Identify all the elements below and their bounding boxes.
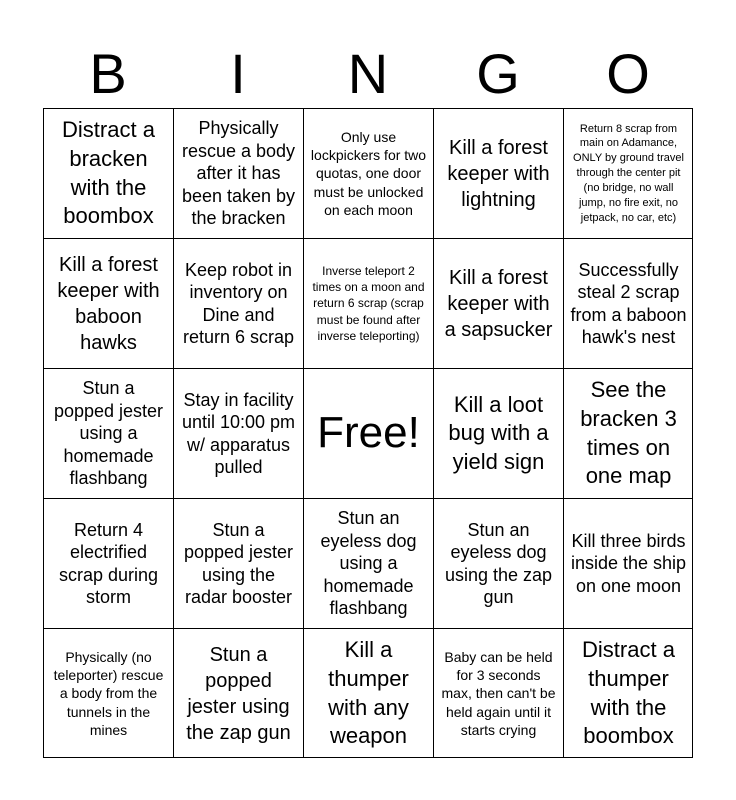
cell-text: Stun a popped jester using a homemade flashbang: [53, 378, 164, 489]
cell-text: Stun an eyeless dog using a homemade flashbang: [320, 508, 417, 619]
bingo-cell-r2c2[interactable]: [173, 238, 303, 368]
cell-text: Successfully steal 2 scrap from a baboon hawk's nest: [570, 259, 687, 347]
cell-text: Stun an eyeless dog using the zap gun: [444, 519, 553, 607]
cell-text: See the bracken 3 times on one map: [580, 377, 677, 489]
bingo-cell-r1c2[interactable]: [173, 108, 303, 238]
bingo-cell-r2c1[interactable]: [43, 238, 173, 368]
cell-text: Baby can be held for 3 seconds max, then can't be held again until it starts crying: [441, 649, 556, 738]
bingo-cell-r4c5[interactable]: [563, 498, 693, 628]
bingo-cell-r2c3[interactable]: [303, 238, 433, 368]
bingo-cell-free[interactable]: [303, 368, 433, 498]
bingo-cell-r1c1[interactable]: [43, 108, 173, 238]
header-letter-b: B: [89, 42, 127, 105]
cell-text: Stay in facility until 10:00 pm w/ apparatus pulled: [181, 389, 296, 477]
bingo-cell-r5c2[interactable]: [173, 628, 303, 758]
bingo-cell-r1c3[interactable]: [303, 108, 433, 238]
cell-text: Only use lockpickers for two quotas, one door must be unlocked on each moon: [310, 129, 427, 218]
bingo-cell-r5c5[interactable]: [563, 628, 693, 758]
cell-text: Stun a popped jester using the zap gun: [186, 643, 291, 744]
cell-text: Kill a forest keeper with baboon hawks: [57, 253, 160, 354]
cell-text: Return 8 scrap from main on Adamance, ONLY by ground travel through the center pit (no bridge, no wall jump, no fire exit, no jetpack, no car, etc): [573, 122, 684, 224]
cell-text: Kill a thumper with any weapon: [328, 637, 409, 749]
cell-text: Return 4 electrified scrap during storm: [58, 519, 159, 607]
cell-text: Kill a forest keeper with lightning: [447, 136, 550, 211]
cell-text: Physically rescue a body after it has been taken by the bracken: [181, 118, 296, 229]
bingo-header: [43, 40, 693, 108]
bingo-cell-r2c4[interactable]: [433, 238, 563, 368]
bingo-cell-r3c5[interactable]: [563, 368, 693, 498]
cell-text: Inverse teleport 2 times on a moon and return 6 scrap (scrap must be found after inverse teleporting): [312, 264, 425, 343]
cell-text: Kill a forest keeper with a sapsucker: [444, 266, 553, 341]
cell-text: Physically (no teleporter) rescue a body from the tunnels in the mines: [53, 649, 164, 738]
cell-text: Distract a bracken with the boombox: [62, 117, 155, 229]
cell-text: Kill three birds inside the ship on one moon: [570, 530, 687, 596]
cell-text: Stun a popped jester using the radar booster: [183, 519, 294, 607]
bingo-cell-r4c1[interactable]: [43, 498, 173, 628]
cell-text: Keep robot in inventory on Dine and return 6 scrap: [182, 259, 295, 347]
bingo-cell-r4c2[interactable]: [173, 498, 303, 628]
bingo-cell-r3c2[interactable]: [173, 368, 303, 498]
header-letter-n: N: [347, 42, 389, 105]
cell-text: Kill a loot bug with a yield sign: [448, 391, 549, 474]
header-letter-i: I: [230, 42, 246, 105]
cell-text: Distract a thumper with the boombox: [582, 637, 675, 749]
bingo-cell-r5c1[interactable]: [43, 628, 173, 758]
bingo-cell-r4c4[interactable]: [433, 498, 563, 628]
bingo-cell-r1c4[interactable]: [433, 108, 563, 238]
header-letter-g: G: [476, 42, 520, 105]
bingo-cell-r3c1[interactable]: [43, 368, 173, 498]
bingo-cell-r4c3[interactable]: [303, 498, 433, 628]
free-space-text: Free!: [317, 408, 420, 458]
bingo-cell-r5c4[interactable]: [433, 628, 563, 758]
header-letter-o: O: [606, 42, 650, 105]
bingo-cell-r5c3[interactable]: [303, 628, 433, 758]
bingo-board: [43, 108, 693, 758]
bingo-cell-r1c5[interactable]: [563, 108, 693, 238]
bingo-cell-r2c5[interactable]: [563, 238, 693, 368]
bingo-cell-r3c4[interactable]: [433, 368, 563, 498]
